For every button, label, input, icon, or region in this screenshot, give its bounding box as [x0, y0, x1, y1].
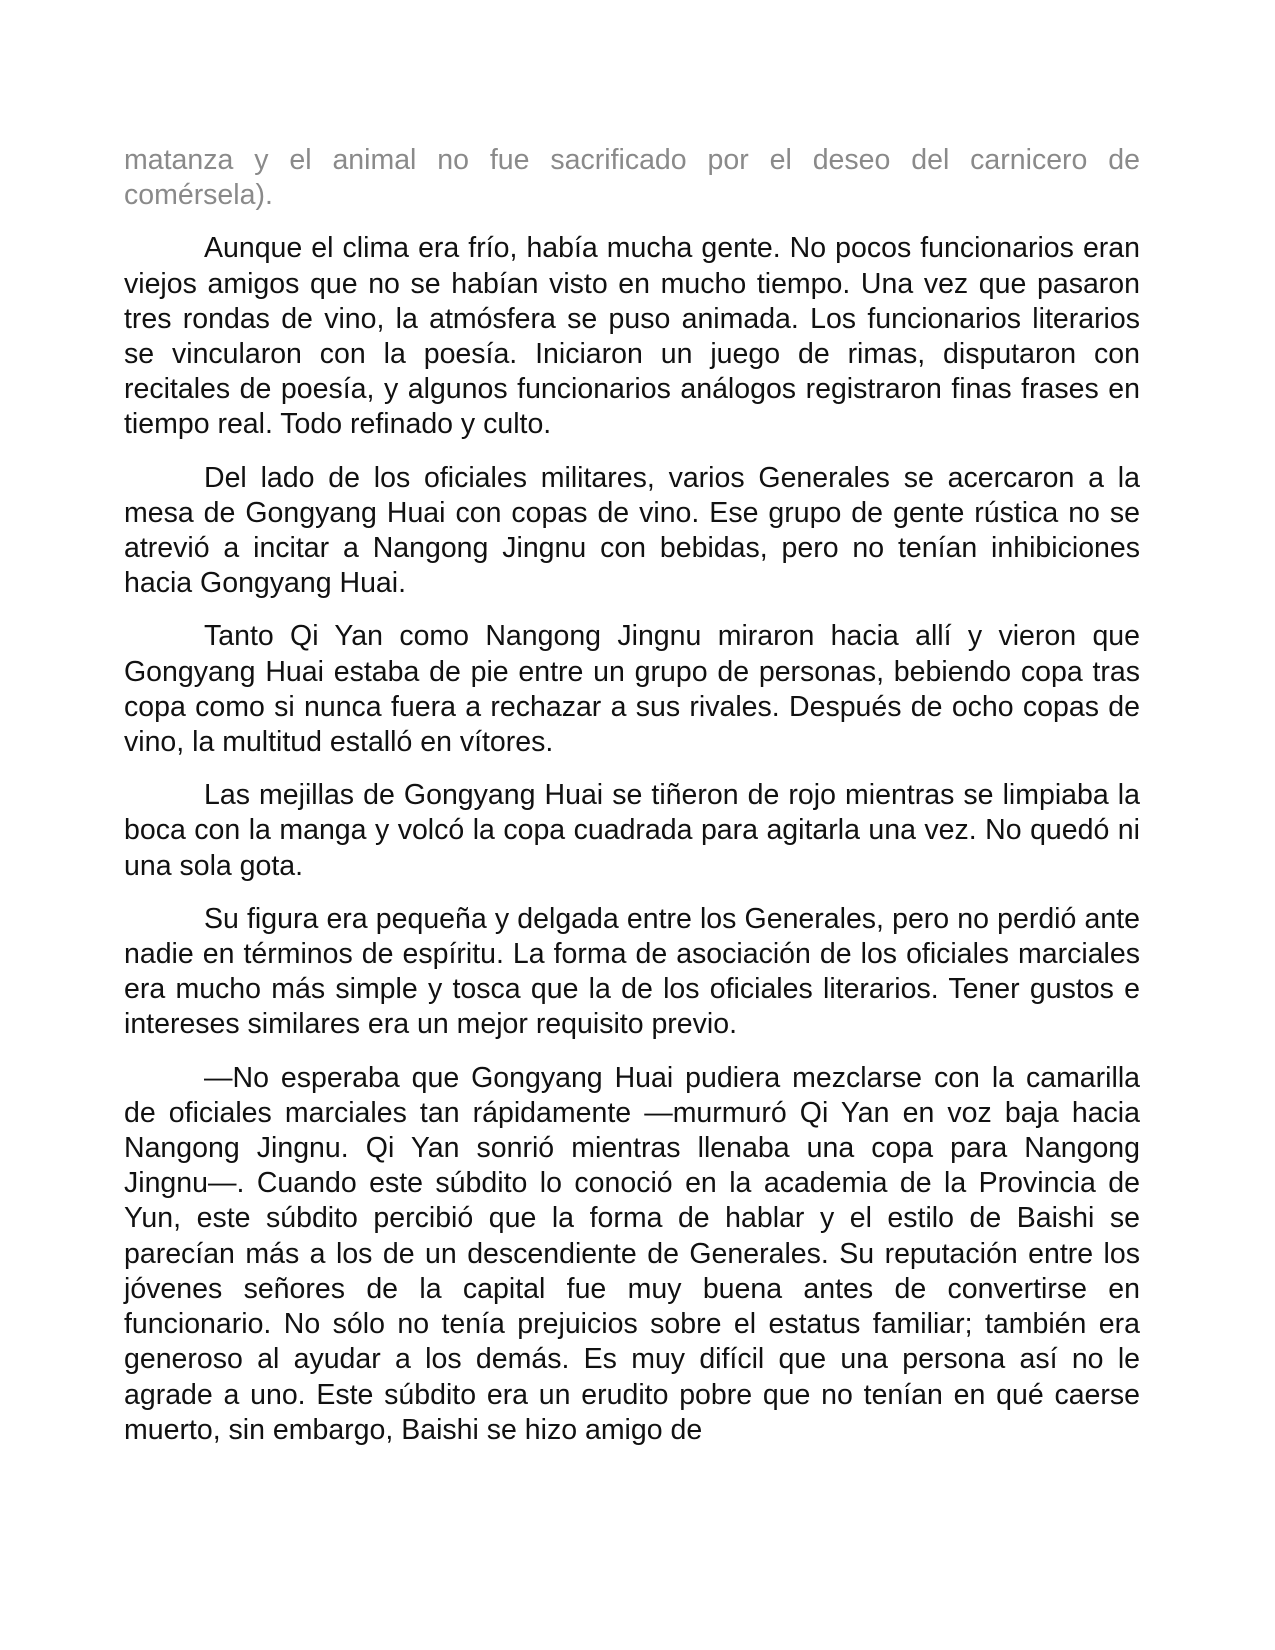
paragraph: Las mejillas de Gongyang Huai se tiñeron de rojo mientras se limpiaba la boca con la manga y volcó la copa cuadrada para agitarla una vez. No quedó ni una sola gota.: [124, 779, 1140, 882]
paragraph: Aunque el clima era frío, había mucha gente. No pocos funcionarios eran viejos amigos que no se habían visto en mucho tiempo. Una vez que pasaron tres rondas de vino, la atmósfera se puso animada. Los funcionarios literarios se vincularon con la poesía. Iniciaron un juego de rimas, disputaron con recitales de poesía, y algunos funcionarios análogos registraron finas frases en tiempo real. Todo refinado y culto.: [124, 232, 1140, 441]
paragraph: Tanto Qi Yan como Nangong Jingnu miraron hacia allí y vieron que Gongyang Huai estaba de pie entre un grupo de personas, bebiendo copa tras copa como si nunca fuera a rechazar a sus rivales. Después de ocho copas de vino, la multitud estalló en vítores.: [124, 620, 1140, 759]
paragraph-continuation: matanza y el animal no fue sacrificado por el deseo del carnicero de comérsela).: [124, 144, 1140, 212]
paragraph: —No esperaba que Gongyang Huai pudiera mezclarse con la camarilla de oficiales marciales tan rápidamente —murmuró Qi Yan en voz baja hacia Nangong Jingnu. Qi Yan sonrió mientras llenaba una copa para Nangong Jingnu—. Cuando este súbdito lo conoció en la academia de la Provincia de Yun, este súbdito percibió que la forma de hablar y el estilo de Baishi se parecían más a los de un descendiente de Generales. Su reputación entre los jóvenes señores de la capital fue muy buena antes de convertirse en funcionario. No sólo no tenía prejuicios sobre el estatus familiar; también era generoso al ayudar a los demás. Es muy difícil que una persona así no le agrade a uno. Este súbdito era un erudito pobre que no tenían en qué caerse muerto, sin embargo, Baishi se hizo amigo de: [124, 1061, 1140, 1446]
document-page: [124, 143, 1140, 1448]
paragraph: Su figura era pequeña y delgada entre los Generales, pero no perdió ante nadie en términos de espíritu. La forma de asociación de los oficiales marciales era mucho más simple y tosca que la de los oficiales literarios. Tener gustos e intereses similares era un mejor requisito previo.: [124, 902, 1140, 1041]
paragraph: Del lado de los oficiales militares, varios Generales se acercaron a la mesa de Gongyang Huai con copas de vino. Ese grupo de gente rústica no se atrevió a incitar a Nangong Jingnu con bebidas, pero no tenían inhibiciones hacia Gongyang Huai.: [124, 461, 1140, 600]
